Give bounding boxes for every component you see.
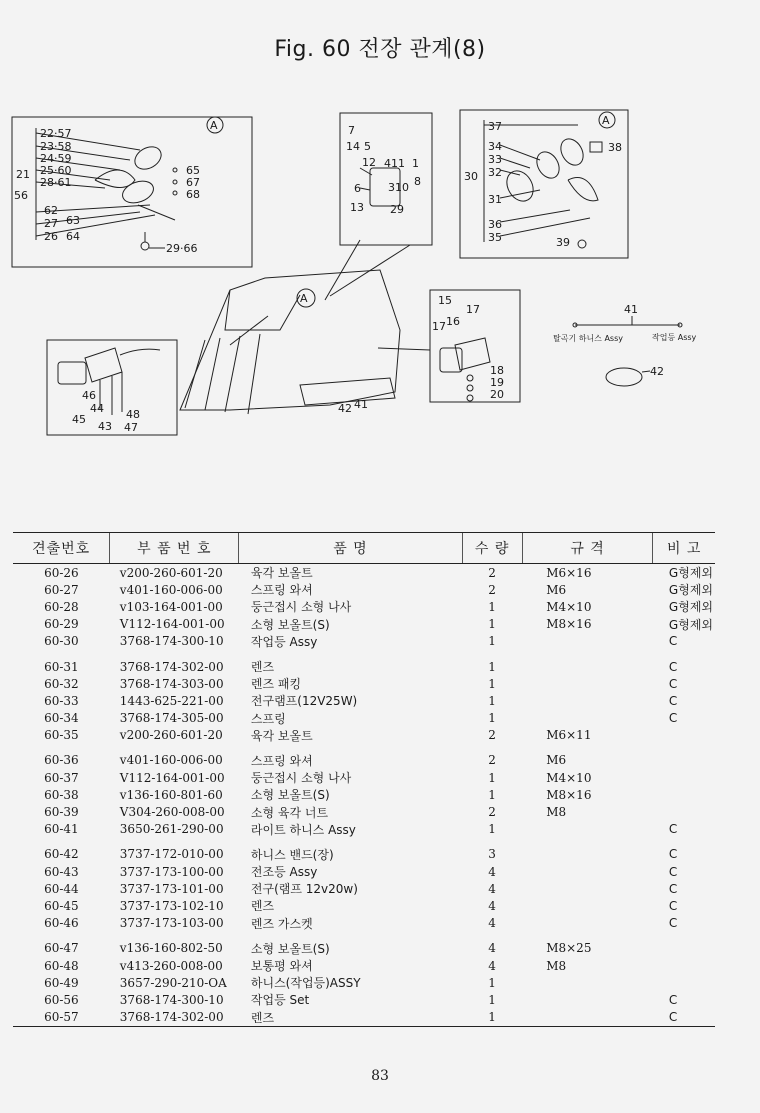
cell-note: C [668, 898, 678, 913]
svg-text:46: 46 [82, 389, 96, 402]
cell-qty: 1 [488, 599, 496, 614]
cell-note: C [668, 881, 678, 896]
cell-spec [522, 880, 653, 897]
page-number: 83 [371, 1068, 389, 1084]
cell-no: 60-36 [44, 753, 79, 768]
svg-text:41: 41 [624, 303, 638, 316]
svg-text:17: 17 [432, 320, 446, 333]
svg-text:A: A [602, 114, 610, 127]
svg-text:28·61: 28·61 [40, 176, 72, 189]
cell-spec [522, 991, 653, 1008]
table-row [13, 675, 715, 692]
cell-part: 1443-625-221-00 [119, 693, 224, 708]
cell-qty: 1 [488, 992, 496, 1007]
cell-note: C [668, 992, 678, 1007]
cell-note: C [668, 711, 678, 726]
svg-text:6: 6 [354, 182, 361, 195]
cell-note [653, 744, 715, 769]
cell-no: 60-27 [44, 582, 79, 597]
cell-part: v136-160-801-60 [119, 787, 223, 802]
cell-spec: M8×16 [546, 617, 592, 632]
cell-spec [522, 650, 653, 675]
svg-text:41: 41 [354, 398, 368, 411]
cell-note: C [668, 634, 678, 649]
cell-note [653, 769, 715, 786]
table-row [13, 838, 715, 863]
table-row [13, 616, 715, 633]
svg-text:A: A [300, 292, 308, 305]
cell-qty: 1 [488, 770, 496, 785]
svg-text:310: 310 [388, 181, 409, 194]
cell-note [653, 786, 715, 803]
svg-text:23·58: 23·58 [40, 140, 72, 153]
svg-text:27: 27 [44, 217, 58, 230]
table-row [13, 564, 715, 582]
svg-text:65: 65 [186, 164, 200, 177]
cell-spec: M4×10 [546, 599, 592, 614]
svg-text:8: 8 [414, 175, 421, 188]
cell-name: 소형 보올트(S) [250, 941, 330, 956]
cell-qty: 1 [488, 711, 496, 726]
col-header-note: 비 고 [653, 533, 715, 564]
cell-part: 3650-261-290-00 [119, 822, 224, 837]
table-row [13, 991, 715, 1008]
cell-spec [522, 838, 653, 863]
cell-name: 전조등 Assy [250, 865, 318, 880]
cell-name: 육각 보올트 [250, 566, 313, 581]
svg-text:31: 31 [488, 193, 502, 206]
cell-qty: 1 [488, 787, 496, 802]
col-header-no: 견출번호 [13, 533, 110, 564]
cell-no: 60-32 [44, 676, 79, 691]
svg-text:36: 36 [488, 218, 502, 231]
page-title: Fig. 60 전장 관계(8) [274, 37, 486, 62]
svg-text:33: 33 [488, 153, 502, 166]
svg-text:56: 56 [14, 189, 28, 202]
cell-spec [522, 1009, 653, 1027]
svg-text:42: 42 [338, 402, 352, 415]
cell-spec [522, 897, 653, 914]
svg-text:43: 43 [98, 420, 112, 433]
combine-machine-drawing [180, 240, 430, 415]
cell-note [653, 957, 715, 974]
cell-spec [522, 692, 653, 709]
table-row [13, 974, 715, 991]
cell-qty: 4 [488, 898, 496, 913]
cell-note: C [668, 676, 678, 691]
cell-part: v401-160-006-00 [119, 582, 223, 597]
cell-part: V304-260-008-00 [119, 805, 225, 820]
cell-qty: 2 [488, 805, 496, 820]
cell-spec: M8×25 [546, 941, 592, 956]
cell-name: 렌즈 패킹 [250, 677, 302, 692]
table-header-row [13, 533, 715, 564]
svg-text:작업등 Assy: 작업등 Assy [652, 333, 697, 342]
cell-qty: 3 [488, 847, 496, 862]
cell-part: 3737-173-102-10 [119, 898, 224, 913]
cell-qty: 4 [488, 864, 496, 879]
detail-panel-e [430, 290, 520, 402]
cell-part: v200-260-601-20 [119, 565, 223, 580]
svg-text:21: 21 [16, 168, 30, 181]
cell-qty: 1 [488, 693, 496, 708]
cell-part: v103-164-001-00 [119, 599, 223, 614]
cell-name: 라이트 하니스 Assy [250, 822, 356, 837]
cell-spec [522, 974, 653, 991]
svg-text:67: 67 [186, 176, 200, 189]
cell-name: 둥근접시 소형 나사 [250, 600, 352, 615]
table-row [13, 744, 715, 769]
table-row [13, 786, 715, 803]
cell-name: 육각 보올트 [250, 728, 313, 743]
table-row [13, 880, 715, 897]
svg-text:29: 29 [390, 203, 404, 216]
table-row [13, 863, 715, 880]
svg-text:5: 5 [364, 140, 371, 153]
cell-spec: M6×16 [546, 565, 592, 580]
svg-text:37: 37 [488, 120, 502, 133]
svg-text:48: 48 [126, 408, 140, 421]
svg-text:35: 35 [488, 231, 502, 244]
cell-part: 3768-174-302-00 [119, 659, 224, 674]
svg-text:29·66: 29·66 [166, 242, 198, 255]
parts-table [13, 532, 715, 1027]
table-row [13, 932, 715, 957]
cell-qty: 4 [488, 916, 496, 931]
svg-text:32: 32 [488, 166, 502, 179]
cell-spec [522, 710, 653, 727]
table-row [13, 727, 715, 744]
cell-spec [522, 675, 653, 692]
col-header-part: 부 품 번 호 [110, 533, 239, 564]
detail-panel-a [12, 117, 252, 267]
table-row [13, 1009, 715, 1027]
svg-text:47: 47 [124, 421, 138, 434]
cell-no: 60-48 [44, 958, 79, 973]
cell-qty: 2 [488, 728, 496, 743]
cell-note: C [653, 1009, 715, 1027]
table-row [13, 957, 715, 974]
cell-name: 전구(램프 12v20w) [250, 882, 358, 897]
cell-name: 하니스(작업등)ASSY [250, 976, 361, 991]
table-row [13, 581, 715, 598]
cell-no: 60-57 [13, 1009, 110, 1027]
table-row [13, 598, 715, 615]
cell-spec: M6×11 [546, 728, 592, 743]
cell-no: 60-35 [44, 728, 79, 743]
cell-spec: M4×10 [546, 770, 592, 785]
cell-name: 작업등 Set [250, 993, 310, 1008]
svg-text:18: 18 [490, 364, 504, 377]
table-row [13, 633, 715, 650]
cell-name: 전구램프(12V25W) [250, 694, 358, 709]
cell-note: C [668, 864, 678, 879]
view-marker: A [210, 119, 218, 132]
cell-part: 3768-174-305-00 [119, 711, 224, 726]
cell-qty: 2 [488, 582, 496, 597]
svg-text:62: 62 [44, 204, 58, 217]
cell-qty: 2 [488, 565, 496, 580]
cell-name: 렌즈 [250, 660, 275, 675]
cell-note: C [668, 847, 678, 862]
cell-qty: 2 [488, 753, 496, 768]
svg-text:1: 1 [412, 157, 419, 170]
cell-spec: M8 [546, 805, 567, 820]
cell-note: G형제외 [668, 566, 713, 581]
svg-text:17: 17 [466, 303, 480, 316]
cell-no: 60-49 [44, 975, 79, 990]
cell-no: 60-30 [44, 634, 79, 649]
cell-name: 작업등 Assy [250, 634, 318, 649]
svg-text:34: 34 [488, 140, 502, 153]
table-row [13, 650, 715, 675]
cell-no: 60-28 [44, 599, 79, 614]
cell-part: v413-260-008-00 [119, 958, 223, 973]
cell-part: v200-260-601-20 [119, 728, 223, 743]
cell-no: 60-43 [44, 864, 79, 879]
cell-part: 3737-172-010-00 [119, 847, 224, 862]
cell-name: 스프링 [250, 711, 286, 726]
cell-part: V112-164-001-00 [119, 617, 225, 632]
cell-name: 렌즈 [250, 899, 275, 914]
cell-note: C [668, 693, 678, 708]
cell-note: G형제외 [668, 617, 713, 632]
cell-name: 렌즈 가스켓 [250, 916, 313, 931]
svg-text:64: 64 [66, 230, 80, 243]
svg-text:20: 20 [490, 388, 504, 401]
cell-qty: 4 [488, 958, 496, 973]
svg-text:30: 30 [464, 170, 478, 183]
cell-part: 3768-174-300-10 [119, 992, 224, 1007]
cell-no: 60-34 [44, 711, 79, 726]
cell-no: 60-45 [44, 898, 79, 913]
cell-qty: 1 [488, 822, 496, 837]
svg-text:26: 26 [44, 230, 58, 243]
col-header-qty: 수 량 [462, 533, 522, 564]
detail-panel-b [340, 113, 432, 245]
cell-part: V112-164-001-00 [119, 770, 225, 785]
detail-panel-d [47, 340, 177, 435]
cell-no: 60-44 [44, 881, 79, 896]
detail-panel-c [460, 110, 628, 258]
svg-text:38: 38 [608, 141, 622, 154]
svg-text:16: 16 [446, 315, 460, 328]
cell-spec [522, 821, 653, 838]
cell-no: 60-42 [44, 847, 79, 862]
cell-part: 3737-173-103-00 [119, 916, 224, 931]
cell-name: 렌즈 [239, 1009, 462, 1027]
svg-text:7: 7 [348, 124, 355, 137]
svg-text:22·57: 22·57 [40, 127, 72, 140]
svg-text:14: 14 [346, 140, 360, 153]
cell-no: 60-47 [44, 941, 79, 956]
svg-text:19: 19 [490, 376, 504, 389]
cell-note [653, 932, 715, 957]
table-row [13, 803, 715, 820]
cell-qty: 1 [488, 634, 496, 649]
cell-spec: M6 [546, 582, 567, 597]
cell-note [653, 803, 715, 820]
table-row [13, 915, 715, 932]
cell-qty: 1 [488, 659, 496, 674]
cell-name: 소형 육각 너트 [250, 805, 329, 820]
table-row [13, 821, 715, 838]
cell-name: 스프링 와셔 [250, 753, 313, 768]
cell-part: v136-160-802-50 [119, 941, 223, 956]
svg-text:39: 39 [556, 236, 570, 249]
cell-part: 3737-173-101-00 [119, 881, 224, 896]
cell-part: 3768-174-300-10 [119, 634, 224, 649]
cell-no: 60-37 [44, 770, 79, 785]
table-row [13, 710, 715, 727]
cell-part: 3737-173-100-00 [119, 864, 224, 879]
cell-part: 3768-174-303-00 [119, 676, 224, 691]
cell-no: 60-26 [44, 565, 79, 580]
svg-text:12: 12 [362, 156, 376, 169]
cell-spec: M8×16 [546, 787, 592, 802]
cell-no: 60-41 [44, 822, 79, 837]
svg-text:42: 42 [650, 365, 664, 378]
cell-name: 둥근접시 소형 나사 [250, 771, 352, 786]
cell-name: 스프링 와셔 [250, 583, 313, 598]
svg-text:45: 45 [72, 413, 86, 426]
cell-part: 3657-290-210-OA [119, 975, 227, 990]
cell-no: 60-29 [44, 617, 79, 632]
cell-no: 60-31 [44, 659, 79, 674]
svg-text:63: 63 [66, 214, 80, 227]
cell-spec [522, 633, 653, 650]
cell-no: 60-56 [44, 992, 79, 1007]
cell-name: 소형 보올트(S) [250, 617, 330, 632]
cell-note: C [668, 659, 678, 674]
cell-qty: 4 [488, 881, 496, 896]
cell-note: C [668, 916, 678, 931]
cell-qty: 4 [488, 941, 496, 956]
cell-qty: 1 [462, 1009, 522, 1027]
table-row [13, 769, 715, 786]
table-row [13, 692, 715, 709]
cell-note [653, 974, 715, 991]
cell-name: 보통평 와셔 [250, 959, 313, 974]
cell-qty: 1 [488, 676, 496, 691]
cell-no: 60-39 [44, 805, 79, 820]
svg-text:탈곡기 하니스 Assy: 탈곡기 하니스 Assy [553, 334, 623, 343]
cell-qty: 1 [488, 617, 496, 632]
cell-note: C [668, 822, 678, 837]
cell-part: v401-160-006-00 [119, 753, 223, 768]
svg-text:411: 411 [384, 157, 405, 170]
cell-spec: M8 [546, 958, 567, 973]
svg-text:24·59: 24·59 [40, 152, 72, 165]
svg-text:13: 13 [350, 201, 364, 214]
svg-text:25·60: 25·60 [40, 164, 72, 177]
parts-diagram [0, 95, 760, 440]
cell-no: 60-33 [44, 693, 79, 708]
col-header-name: 품 명 [239, 533, 462, 564]
cell-no: 60-46 [44, 916, 79, 931]
cell-name: 하니스 밴드(장) [250, 847, 334, 862]
cell-name: 소형 보올트(S) [250, 788, 330, 803]
cell-spec [522, 915, 653, 932]
cell-spec [522, 863, 653, 880]
harness-drawing [553, 303, 697, 386]
cell-spec: M6 [546, 753, 567, 768]
table-row [13, 897, 715, 914]
cell-note: G형제외 [668, 583, 713, 598]
svg-text:44: 44 [90, 402, 104, 415]
svg-text:68: 68 [186, 188, 200, 201]
col-header-spec: 규 격 [522, 533, 653, 564]
cell-note [653, 727, 715, 744]
cell-part: 3768-174-302-00 [110, 1009, 239, 1027]
cell-no: 60-38 [44, 787, 79, 802]
cell-note: G형제외 [668, 600, 713, 615]
svg-text:15: 15 [438, 294, 452, 307]
cell-qty: 1 [488, 975, 496, 990]
